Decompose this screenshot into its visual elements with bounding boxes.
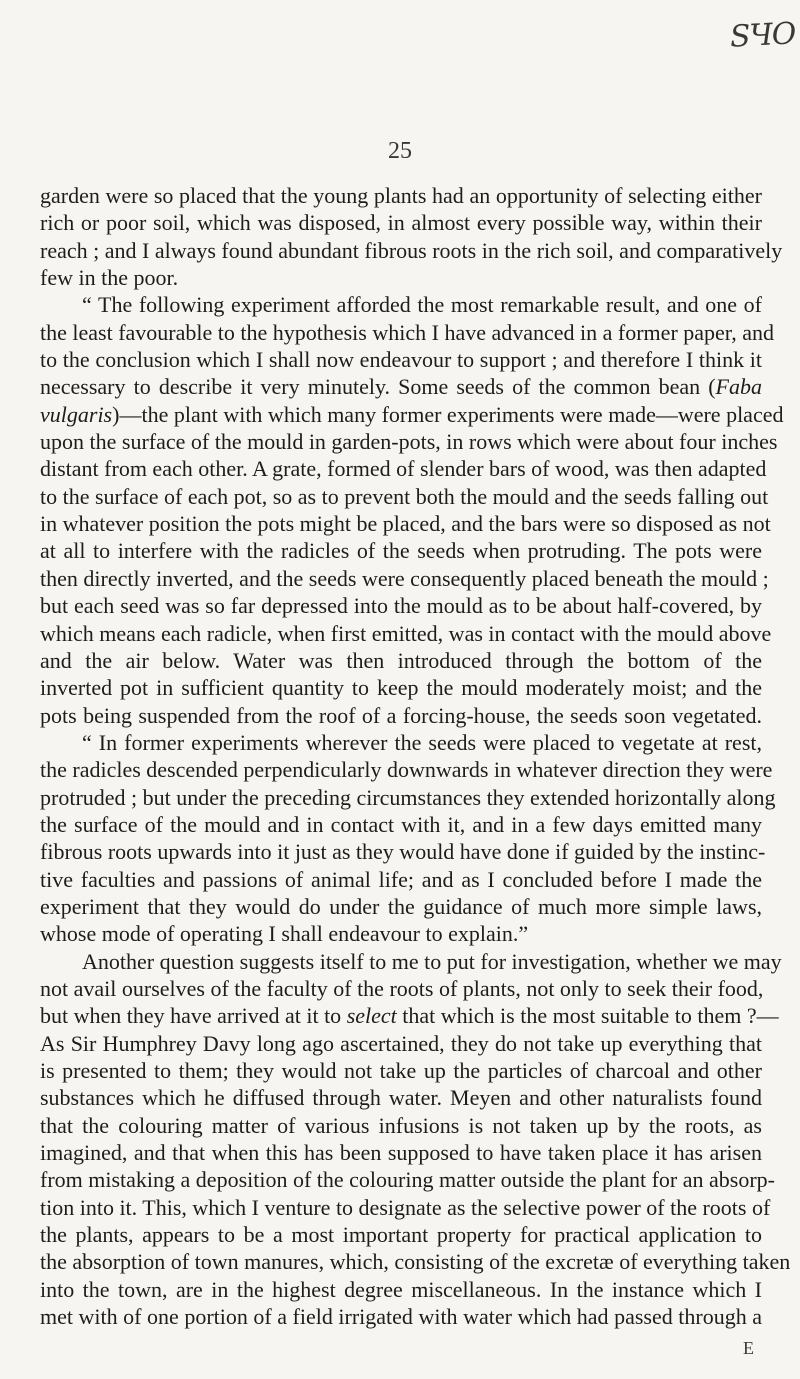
text-line: distant from each other. A grate, formed of slender bars of wood, was then adapted (40, 456, 767, 482)
text-line: which means each radicle, when first emitted, was in contact with the mould above (40, 620, 772, 646)
text-line: fibrous roots upwards into it just as they would have done if guided by the instinc- (40, 839, 766, 865)
text-line: As Sir Humphrey Davy long ago ascertained, they do not take up everything that (40, 1030, 762, 1056)
text-line: vulgaris)—the plant with which many former experiments were made—were placed (40, 401, 784, 427)
text-line: few in the poor. (40, 265, 179, 291)
body-text (40, 182, 791, 1330)
text-line: at all to interfere with the radicles of the seeds when protruding. The pots were (40, 538, 762, 564)
text-line: to the conclusion which I shall now endeavour to support ; and therefore I think it (40, 347, 762, 373)
text-line: “ In former experiments wherever the seeds were placed to vegetate at rest, (82, 729, 762, 755)
text-line: is presented to them; they would not take up the particles of charcoal and other (40, 1058, 762, 1083)
text-line: necessary to describe it very minutely. Some seeds of the common bean (Faba (40, 374, 762, 400)
text-line: reach ; and I always found abundant fibrous roots in the rich soil, and comparatively (40, 237, 783, 263)
text-line: and the air below. Water was then introduced through the bottom of the (40, 647, 762, 673)
text-line: but each seed was so far depressed into the mould as to be about half-covered, by (40, 593, 762, 619)
text-line: “ The following experiment afforded the most remarkable result, and one of (82, 292, 762, 318)
text-line: substances which he diffused through water. Meyen and other naturalists found (40, 1085, 762, 1111)
text-line: garden were so placed that the young plants had an opportunity of selecting either (40, 183, 762, 208)
text-line: from mistaking a deposition of the colouring matter outside the plant for an absorp- (40, 1167, 775, 1193)
text-line: the radicles descended perpendicularly downwards in whatever direction they were (40, 757, 773, 783)
text-line: tion into it. This, which I venture to designate as the selective power of the roots of (40, 1194, 771, 1220)
text-line: not avail ourselves of the faculty of the roots of plants, not only to seek their food, (40, 975, 764, 1001)
text-line: met with of one portion of a field irrigated with water which had passed through a (40, 1304, 762, 1330)
text-line: that the colouring matter of various infusions is not taken up by the roots, as (40, 1112, 762, 1138)
page-number: 25 (388, 138, 412, 164)
text-line: upon the surface of the mould in garden-pots, in rows which were about four inches (40, 429, 778, 455)
text-line: the absorption of town manures, which, consisting of the excretæ of everything taken (40, 1249, 791, 1275)
text-line: whose mode of operating I shall endeavour to explain.” (40, 921, 529, 947)
text-line: in whatever position the pots might be placed, and the bars were so disposed as not (40, 511, 771, 537)
text-line: the surface of the mould and in contact with it, and in a few days emitted many (40, 811, 762, 837)
text-line: imagined, and that when this has been supposed to have taken place it has arisen (40, 1140, 762, 1166)
text-line: pots being suspended from the roof of a forcing-house, the seeds soon vegetated. (40, 702, 762, 728)
handwritten-annotation: SЧО (729, 16, 797, 55)
text-line: but when they have arrived at it to select that which is the most suitable to them ?— (40, 1003, 779, 1029)
text-line: into the town, are in the highest degree miscellaneous. In the instance which I (40, 1276, 762, 1302)
text-line: rich or poor soil, which was disposed, in almost every possible way, within their (40, 210, 762, 236)
text-line: Another question suggests itself to me to put for investigation, whether we may (82, 948, 782, 974)
text-line: the least favourable to the hypothesis which I have advanced in a former paper, and (40, 319, 775, 345)
text-line: tive faculties and passions of animal life; and as I concluded before I made the (40, 866, 762, 892)
text-line: to the surface of each pot, so as to prevent both the mould and the seeds falling out (40, 483, 769, 509)
text-line: the plants, appears to be a most important property for practical application to (40, 1222, 762, 1248)
text-line: experiment that they would do under the guidance of much more simple laws, (40, 893, 762, 919)
text-line: inverted pot in sufficient quantity to keep the mould moderately moist; and the (40, 675, 762, 701)
text-line: then directly inverted, and the seeds were consequently placed beneath the mould ; (40, 565, 769, 591)
text-line: protruded ; but under the preceding circumstances they extended horizontally along (40, 784, 776, 810)
signature-mark: E (743, 1338, 754, 1358)
